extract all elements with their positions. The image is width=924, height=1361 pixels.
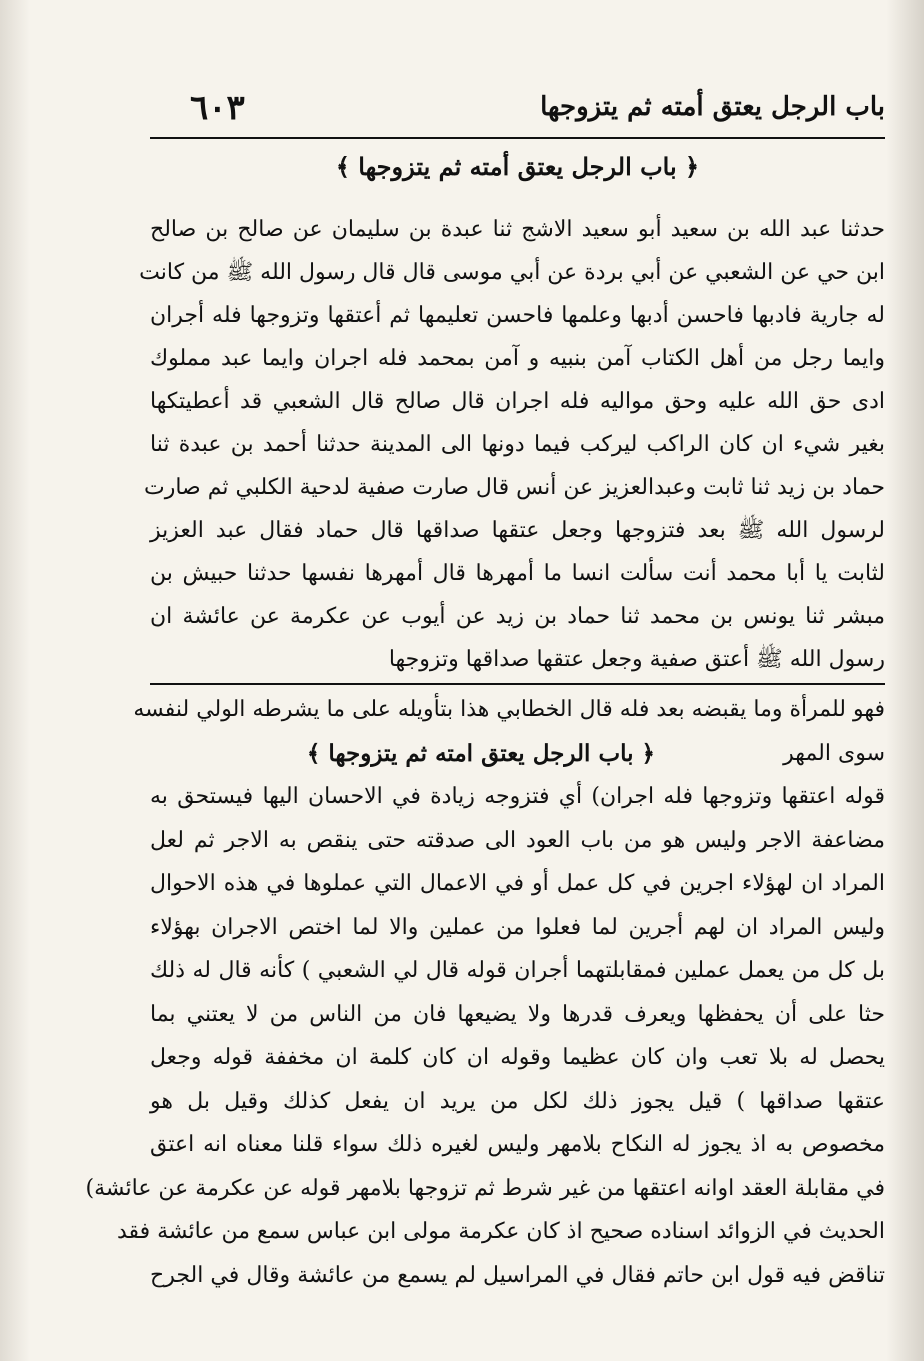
main-hadith-text: [139, 200, 885, 680]
commentary-line: المراد ان لهؤلاء اجرين في كل عمل أو في الاعمال التي عملوها في هذه الاحوال: [150, 871, 885, 896]
running-header-title: باب الرجل يعتق أمته ثم يتزوجها: [540, 92, 885, 122]
header-rule: [150, 137, 885, 139]
commentary-line: قوله اعتقها وتزوجها فله اجران) أي فتزوجه زيادة في الاحسان اليها فيستحق به: [150, 784, 885, 809]
text-divider-rule: [150, 683, 885, 685]
main-text-line: بغير شيء ان كان الراكب ليركب فيما دونها الى المدينة حدثنا أحمد بن عبدة ثنا: [150, 432, 885, 457]
main-text-line: ابن حي عن الشعبي عن أبي بردة عن أبي موسى قال قال رسول الله ﷺ من كانت: [139, 260, 885, 285]
page-number: ٦٠٣: [190, 88, 245, 128]
main-text-line: لثابت يا أبا محمد أنت سألت انسا ما أمهرها قال أمهرها نفسها حدثنا حبيش بن: [150, 561, 885, 586]
main-text-line: لرسول الله ﷺ بعد فتزوجها وجعل عتقها صداقها قال حماد فقال عبد العزيز: [150, 518, 885, 543]
commentary-line: في مقابلة العقد اوانه اعتقها من غير شرط ثم تزوجها بلامهر قوله عن عكرمة عن عائشة): [85, 1175, 885, 1201]
commentary-line: بل كل من يعمل عملين فمقابلتهما أجران قوله قال لي الشعبي ) كأنه قال له ذلك: [150, 958, 885, 983]
main-text-line: رسول الله ﷺ أعتق صفية وجعل عتقها صداقها وتزوجها: [388, 647, 885, 672]
commentary-line: فهو للمرأة وما يقبضه بعد فله قال الخطابي هذا بتأويله على ما يشرطه الولي لنفسه: [133, 697, 885, 722]
main-text-line: له جارية فادبها فاحسن أدبها وعلمها فاحسن تعليمها ثم أعتقها وتزوجها فله أجران: [150, 303, 885, 328]
commentary-line: مخصوص به اذ يجوز له النكاح بلامهر وليس لغيره ذلك سواء قلنا معناه انه اعتق: [150, 1132, 886, 1157]
page-left-edge-shadow: [0, 0, 30, 1361]
main-text-line: حدثنا عبد الله بن سعيد أبو سعيد الاشج ثنا عبدة بن سليمان عن صالح بن صالح: [150, 217, 885, 242]
commentary-line: تناقض فيه قول ابن حاتم فقال في المراسيل لم يسمع من عائشة وقال في الجرح: [150, 1262, 885, 1288]
commentary-line: وليس المراد ان لهم أجرين لما فعلوا من عملين والا لما اختص الاجران بهؤلاء: [150, 914, 885, 940]
commentary-line: مضاعفة الاجر وليس هو من باب العود الى صدقته حتى ينقص به الاجر ثم لعل: [150, 827, 885, 853]
commentary-line: حثا على أن يحفظها ويعرف قدرها ولا يضيعها فان من الناس من لا يعتني بما: [150, 1001, 885, 1027]
page-right-edge-shadow: [886, 0, 924, 1361]
main-text-line: ادى حق الله عليه وحق مواليه فله اجران قال صالح قال الشعبي قد أعطيتكها: [150, 389, 885, 414]
commentary-chapter-heading: ﴿ باب الرجل يعتق امته ثم يتزوجها ﴾: [306, 739, 655, 767]
commentary-line: سوى المهر: [783, 740, 885, 766]
commentary-line: يحصل له بلا تعب وان كان عظيما وقوله ان كان كلمة ان مخففة قوله وجعل: [150, 1045, 885, 1070]
main-text-line: حماد بن زيد ثنا ثابت وعبدالعزيز عن أنس قال صارت صفية لدحية الكلبي ثم صارت: [144, 475, 885, 500]
commentary-line: عتقها صداقها ) قيل يجوز ذلك لكل من يريد ان يفعل كذلك وقيل بل هو: [150, 1088, 885, 1114]
main-text-line: وايما رجل من أهل الكتاب آمن بنبيه و آمن بمحمد فله اجران وايما عبد مملوك: [150, 346, 885, 371]
running-header: [150, 88, 885, 138]
chapter-heading: ﴿ باب الرجل يعتق أمته ثم يتزوجها ﴾: [335, 152, 700, 181]
commentary-text: [85, 688, 886, 1308]
commentary-line: الحديث في الزوائد اسناده صحيح اذ كان عكرمة مولى ابن عباس سمع من عائشة فقد: [116, 1219, 885, 1244]
main-text-line: مبشر ثنا يونس بن محمد ثنا حماد بن زيد عن أيوب عن عكرمة عن عائشة ان: [150, 604, 885, 629]
